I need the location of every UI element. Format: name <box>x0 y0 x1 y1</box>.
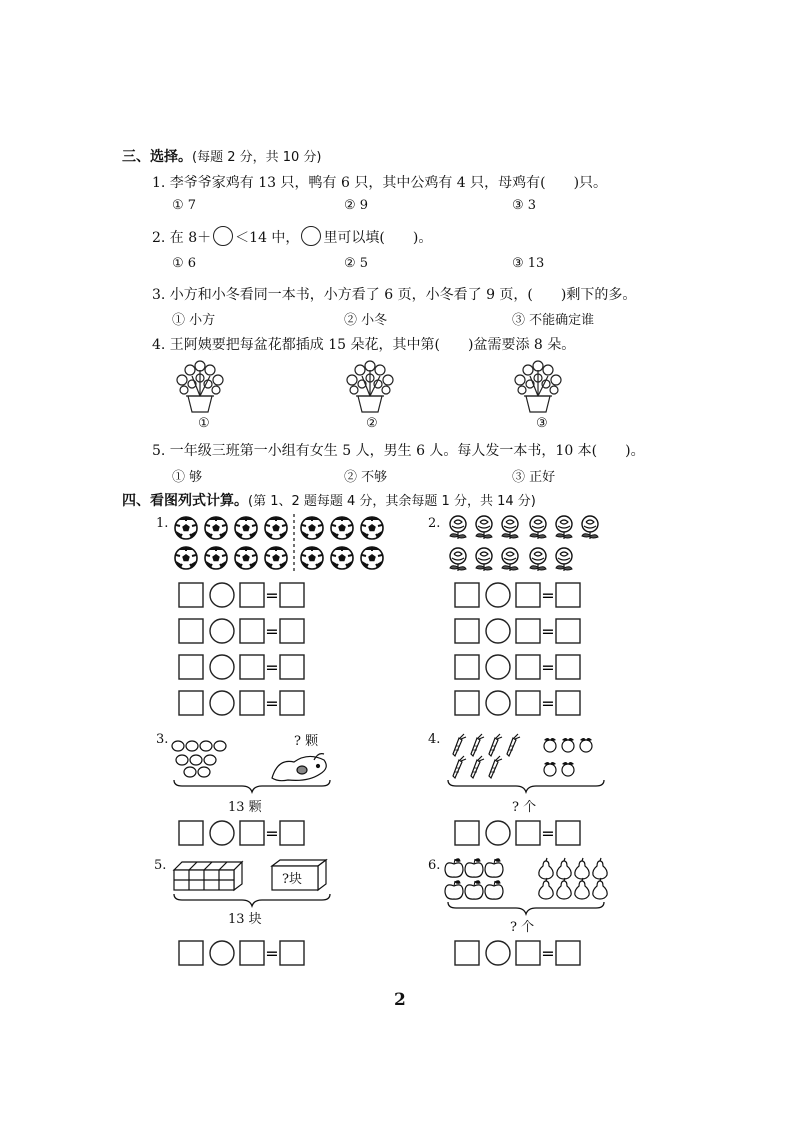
operator-circle[interactable] <box>486 619 510 643</box>
answer-box-3[interactable] <box>280 655 304 679</box>
operator-circle[interactable] <box>486 691 510 715</box>
roses-picture <box>446 512 606 578</box>
answer-box-1[interactable] <box>455 583 479 607</box>
apples-picture <box>444 856 508 900</box>
answer-box-1[interactable] <box>179 583 203 607</box>
q2-option-3[interactable]: ③ 13 <box>512 256 545 271</box>
operator-circle[interactable] <box>486 655 510 679</box>
answer-box-2[interactable] <box>240 655 264 679</box>
q5-option-1[interactable]: ① 够 <box>172 470 203 485</box>
question-2 <box>152 226 432 247</box>
answer-box-1[interactable] <box>455 941 479 965</box>
equal-sign: = <box>541 694 555 713</box>
operator-circle[interactable] <box>210 941 234 965</box>
q1-option-3[interactable]: ③ 3 <box>512 198 537 213</box>
answer-box-1[interactable] <box>455 619 479 643</box>
question-4: 4. 王阿姨要把每盆花都插成 15 朵花，其中第( )盆需要添 8 朵。 <box>152 337 576 353</box>
question-3: 3. 小方和小冬看同一本书，小方看了 6 页，小冬看了 9 页，( )剩下的多。 <box>152 287 637 303</box>
operator-circle[interactable] <box>210 691 234 715</box>
equal-sign: = <box>541 658 555 677</box>
problem-3-total-label: 13 颗 <box>228 800 262 815</box>
equal-sign: = <box>265 658 279 677</box>
problem-5-total-label: 13 块 <box>228 912 262 927</box>
q3-option-1[interactable]: ① 小方 <box>172 313 216 328</box>
answer-box-3[interactable] <box>556 821 580 845</box>
flower-pot-icon <box>340 358 400 414</box>
answer-box-2[interactable] <box>240 619 264 643</box>
brace-icon <box>172 778 332 794</box>
answer-box-2[interactable] <box>516 691 540 715</box>
q5-option-2[interactable]: ② 不够 <box>344 470 388 485</box>
answer-box-3[interactable] <box>556 691 580 715</box>
brace-icon <box>446 778 606 794</box>
question-5: 5. 一年级三班第一小组有女生 5 人，男生 6 人。每人发一本书，10 本( )。 <box>152 443 645 459</box>
section-4-title: 四、看图列式计算。 <box>122 493 248 509</box>
answer-equation-row <box>454 618 584 644</box>
q2-option-1[interactable]: ① 6 <box>172 256 197 271</box>
q2-text-c: 里可以填( )。 <box>323 230 433 246</box>
answer-box-3[interactable] <box>556 619 580 643</box>
equal-sign: = <box>265 944 279 963</box>
q3-option-2[interactable]: ② 小冬 <box>344 313 388 328</box>
operator-circle[interactable] <box>486 821 510 845</box>
beans-picture <box>170 738 240 778</box>
answer-box-1[interactable] <box>179 619 203 643</box>
equal-sign: = <box>541 586 555 605</box>
problem-2-number: 2. <box>428 516 441 531</box>
answer-box-2[interactable] <box>516 619 540 643</box>
q4-option-2[interactable]: ② <box>366 416 378 431</box>
q4-option-1[interactable]: ① <box>198 416 210 431</box>
blocks-picture <box>170 858 246 892</box>
operator-circle[interactable] <box>210 583 234 607</box>
section-4-note: (第 1、2 题每题 4 分，其余每题 1 分，共 14 分) <box>248 494 536 509</box>
problem-3-unknown-label: ? 颗 <box>294 734 319 749</box>
answer-box-2[interactable] <box>240 941 264 965</box>
answer-box-2[interactable] <box>240 691 264 715</box>
section-4-heading <box>122 490 536 510</box>
problem-5-box-label: ?块 <box>282 872 302 887</box>
q2-option-2[interactable]: ② 5 <box>344 256 369 271</box>
flower-pot-icon <box>170 358 230 414</box>
answer-box-3[interactable] <box>280 619 304 643</box>
flower-pot-icon <box>508 358 568 414</box>
section-3-title: 三、选择。 <box>122 149 192 165</box>
answer-box-1[interactable] <box>179 821 203 845</box>
answer-box-3[interactable] <box>280 691 304 715</box>
answer-equation-row <box>178 690 308 716</box>
q3-option-3[interactable]: ③ 不能确定谁 <box>512 313 595 328</box>
equal-sign: = <box>265 622 279 641</box>
equal-sign: = <box>265 586 279 605</box>
question-1: 1. 李爷爷家鸡有 13 只，鸭有 6 只，其中公鸡有 4 只，母鸡有( )只。 <box>152 175 608 191</box>
answer-box-1[interactable] <box>179 655 203 679</box>
section-3-note: (每题 2 分，共 10 分) <box>192 150 322 165</box>
answer-box-1[interactable] <box>179 691 203 715</box>
pears-picture <box>536 856 608 900</box>
answer-box-2[interactable] <box>516 941 540 965</box>
problem-4-number: 4. <box>428 732 441 747</box>
q4-option-3[interactable]: ③ <box>536 416 548 431</box>
equal-sign: = <box>541 944 555 963</box>
answer-equation-row <box>178 820 308 846</box>
answer-box-2[interactable] <box>240 821 264 845</box>
answer-equation-row <box>454 820 584 846</box>
answer-equation-row <box>454 690 584 716</box>
problem-4-total-label: ? 个 <box>512 800 537 815</box>
problem-6-total-label: ? 个 <box>510 920 535 935</box>
brace-icon <box>172 892 332 908</box>
equal-sign: = <box>541 824 555 843</box>
answer-box-1[interactable] <box>455 655 479 679</box>
answer-box-3[interactable] <box>556 583 580 607</box>
soccer-balls-picture <box>172 512 394 574</box>
blank-circle-icon <box>213 226 233 246</box>
answer-box-3[interactable] <box>556 941 580 965</box>
answer-box-2[interactable] <box>240 583 264 607</box>
answer-box-1[interactable] <box>455 821 479 845</box>
answer-equation-row <box>454 940 584 966</box>
problem-1-number: 1. <box>156 516 169 531</box>
q5-option-3[interactable]: ③ 正好 <box>512 470 556 485</box>
problem-6-number: 6. <box>428 858 441 873</box>
equal-sign: = <box>265 694 279 713</box>
q1-option-1[interactable]: ① 7 <box>172 198 197 213</box>
answer-equation-row <box>454 582 584 608</box>
operator-circle[interactable] <box>210 655 234 679</box>
answer-equation-row <box>454 654 584 680</box>
operator-circle[interactable] <box>486 583 510 607</box>
answer-box-1[interactable] <box>455 691 479 715</box>
answer-box-3[interactable] <box>556 655 580 679</box>
answer-box-2[interactable] <box>516 583 540 607</box>
brace-icon <box>446 900 606 916</box>
equal-sign: = <box>265 824 279 843</box>
answer-box-3[interactable] <box>280 821 304 845</box>
answer-box-3[interactable] <box>280 941 304 965</box>
page-number: 2 <box>394 990 406 1010</box>
answer-equation-row <box>178 618 308 644</box>
problem-5-number: 5. <box>154 858 167 873</box>
equal-sign: = <box>541 622 555 641</box>
section-3-heading <box>122 146 322 166</box>
answer-box-1[interactable] <box>179 941 203 965</box>
q2-text-a: 2. 在 8＋ <box>152 230 212 246</box>
answer-equation-row <box>178 582 308 608</box>
operator-circle[interactable] <box>486 941 510 965</box>
answer-box-3[interactable] <box>280 583 304 607</box>
problem-3-number: 3. <box>156 732 169 747</box>
radishes-picture <box>540 734 610 780</box>
operator-circle[interactable] <box>210 821 234 845</box>
q1-option-2[interactable]: ② 9 <box>344 198 369 213</box>
answer-equation-row <box>178 654 308 680</box>
answer-box-2[interactable] <box>516 821 540 845</box>
answer-box-2[interactable] <box>516 655 540 679</box>
answer-equation-row <box>178 940 308 966</box>
blank-circle-icon <box>301 226 321 246</box>
q2-text-b: ＜14 中， <box>235 230 300 246</box>
operator-circle[interactable] <box>210 619 234 643</box>
